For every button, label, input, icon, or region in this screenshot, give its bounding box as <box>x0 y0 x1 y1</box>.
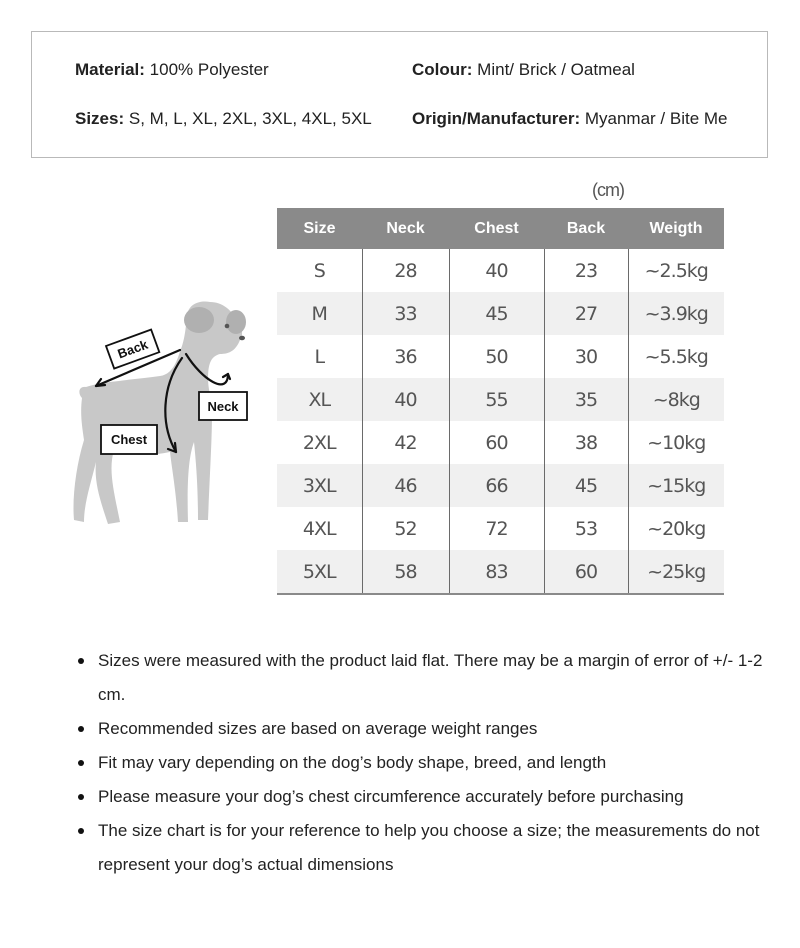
table-row <box>277 507 724 550</box>
colour-label: Colour: <box>412 60 473 79</box>
cell-size: 2XL <box>302 431 336 454</box>
cell-neck: 58 <box>362 550 449 594</box>
colour-value: Mint/ Brick / Oatmeal <box>477 60 635 79</box>
origin-spec <box>412 109 728 129</box>
cell-size: 4XL <box>302 517 336 540</box>
header-chest: Chest <box>449 208 544 249</box>
cell-size: 5XL <box>277 550 362 594</box>
cell-chest: 60 <box>449 421 544 464</box>
cell-neck: 46 <box>362 464 449 507</box>
size-chart-table <box>277 208 724 595</box>
cell-neck: 40 <box>362 378 449 421</box>
sizes-label: Sizes: <box>75 109 125 128</box>
header-weight: Weigth <box>628 208 724 249</box>
cell-back: 53 <box>544 507 628 550</box>
cell-weight: ~25kg <box>628 550 724 594</box>
size-notes-list <box>75 644 765 882</box>
product-specs-box <box>31 31 768 158</box>
cell-weight: ~5.5kg <box>628 335 724 378</box>
cell-neck: 28 <box>362 249 449 292</box>
cell-weight: ~10kg <box>628 421 724 464</box>
list-item: Please measure your dog’s chest circumference accurately before purchasing <box>75 780 765 814</box>
cell-chest: 45 <box>449 292 544 335</box>
cell-back: 35 <box>544 378 628 421</box>
cell-neck: 36 <box>362 335 449 378</box>
dog-eye <box>225 324 230 329</box>
cell-neck: 52 <box>362 507 449 550</box>
header-neck: Neck <box>362 208 449 249</box>
sizes-value: S, M, L, XL, 2XL, 3XL, 4XL, 5XL <box>128 109 372 128</box>
back-label: Back <box>115 336 150 362</box>
cell-back: 60 <box>544 550 628 594</box>
cell-weight: ~20kg <box>628 507 724 550</box>
chest-label-box <box>101 425 157 454</box>
origin-label: Origin/Manufacturer: <box>412 109 581 128</box>
cell-size: XL <box>277 378 362 421</box>
list-item: Sizes were measured with the product laid flat. There may be a margin of error of +/- 1-2 cm. <box>75 644 765 712</box>
table-row <box>277 421 724 464</box>
cell-chest: 72 <box>449 507 544 550</box>
table-row <box>277 550 724 594</box>
header-size: Size <box>277 208 362 249</box>
table-header-row <box>277 208 724 249</box>
chest-label: Chest <box>110 432 148 447</box>
material-label: Material: <box>75 60 145 79</box>
cell-neck: 42 <box>362 421 449 464</box>
cell-chest: 83 <box>449 550 544 594</box>
sizes-spec <box>75 109 372 129</box>
cell-weight: ~8kg <box>628 378 724 421</box>
cell-back: 45 <box>544 464 628 507</box>
cell-weight: ~3.9kg <box>628 292 724 335</box>
table-row <box>277 464 724 507</box>
dog-nose <box>239 336 245 341</box>
unit-label: (cm) <box>592 180 624 200</box>
colour-spec <box>412 60 635 80</box>
origin-value: Myanmar / Bite Me <box>584 109 728 128</box>
cell-back: 38 <box>544 421 628 464</box>
material-value: 100% Polyester <box>149 60 269 79</box>
cell-weight: ~2.5kg <box>628 249 724 292</box>
cell-chest: 66 <box>449 464 544 507</box>
cell-chest: 40 <box>449 249 544 292</box>
neck-label: Neck <box>207 399 239 414</box>
cell-back: 30 <box>544 335 628 378</box>
table-row <box>277 249 724 292</box>
table-row <box>277 292 724 335</box>
table-row <box>277 335 724 378</box>
cell-size: 3XL <box>277 464 362 507</box>
cell-back: 27 <box>544 292 628 335</box>
header-back: Back <box>544 208 628 249</box>
cell-chest: 55 <box>449 378 544 421</box>
dog-measurement-diagram <box>60 290 280 540</box>
neck-label-box <box>199 392 247 420</box>
material-spec <box>75 60 269 80</box>
list-item: Recommended sizes are based on average weight ranges <box>75 712 765 746</box>
cell-size: S <box>313 259 325 282</box>
list-item: Fit may vary depending on the dog’s body shape, breed, and length <box>75 746 765 780</box>
cell-size: L <box>314 345 325 368</box>
cell-back: 23 <box>544 249 628 292</box>
list-item: The size chart is for your reference to help you choose a size; the measurements do not represent your dog’s actual dimensions <box>75 814 765 882</box>
cell-neck: 33 <box>362 292 449 335</box>
cell-weight: ~15kg <box>628 464 724 507</box>
cell-size: M <box>277 292 362 335</box>
table-row <box>277 378 724 421</box>
cell-chest: 50 <box>449 335 544 378</box>
